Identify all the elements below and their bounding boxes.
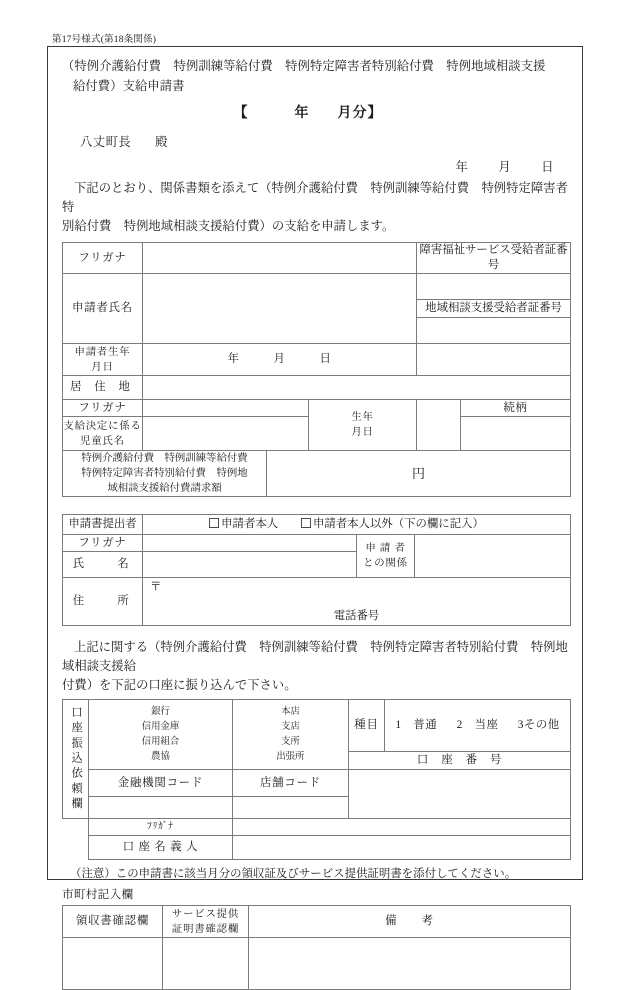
bank-vertical-label-cell	[63, 700, 89, 819]
residence-input[interactable]	[143, 376, 571, 400]
institution-type-2: 信用金庫	[141, 721, 180, 732]
residence-label: 居 住 地	[63, 376, 143, 400]
applicant-birth-input[interactable]	[143, 344, 417, 376]
remarks-input[interactable]	[249, 938, 571, 990]
applicant-birth-label-line-2: 月日	[91, 361, 114, 373]
holder-furigana-label: ﾌﾘｶﾞﾅ	[89, 819, 233, 836]
applicant-birth-day: 日	[319, 353, 332, 365]
branch-type-2: 支店	[281, 721, 300, 732]
municipal-section-label: 市町村記入欄	[62, 888, 134, 901]
submitter-relation-label	[357, 535, 415, 578]
transfer-note-line-2: 付費）を下記の口座に振り込んで下さい。	[62, 678, 297, 692]
service-cert-check-input[interactable]	[163, 938, 249, 990]
applicant-birth-label-line-1: 申請者生年	[74, 346, 131, 358]
child-name-label-line-2: 児童氏名	[80, 435, 125, 447]
submitter-relation-label-line-2: との関係	[363, 558, 408, 569]
holder-name-input[interactable]	[233, 836, 571, 860]
submitter-label: 申請書提出者	[63, 515, 143, 535]
institution-code-label: 金融機関コード	[89, 770, 233, 797]
date-day: 日	[541, 160, 554, 174]
child-name-label	[63, 417, 143, 451]
applicant-birth-month: 月	[273, 353, 286, 365]
submitter-relation-input[interactable]	[415, 535, 571, 578]
checkbox-other-icon[interactable]	[301, 518, 311, 528]
account-kind-option-2[interactable]: 2 当座	[456, 719, 499, 731]
child-name-input[interactable]	[143, 417, 309, 451]
postal-mark-icon: 〒	[150, 581, 162, 593]
submitter-address-input[interactable]	[143, 578, 571, 626]
institution-code-cells[interactable]	[89, 797, 233, 819]
account-kind-label: 種目	[349, 700, 385, 752]
applicant-birth-label	[63, 344, 143, 376]
branch-type-1: 本店	[281, 706, 300, 717]
period-month: 月分	[337, 106, 368, 121]
service-cert-check-label	[163, 906, 249, 938]
submitter-option-self-label: 申請者本人	[221, 518, 279, 530]
institution-type-1: 銀行	[151, 706, 170, 717]
claim-label-line-3: 域相談支援給付費請求額	[107, 483, 222, 494]
branch-type-4: 出張所	[276, 751, 305, 762]
branch-type-3: 支所	[281, 736, 300, 747]
applicant-name-label: 申請者氏名	[63, 274, 143, 344]
form-number: 第17号様式(第18条関係)	[52, 35, 157, 45]
child-birth-label-line-2: 月日	[351, 427, 374, 438]
bank-account-table	[62, 699, 571, 860]
submitter-options[interactable]	[143, 515, 571, 535]
transfer-note	[62, 638, 570, 695]
addressee	[62, 132, 570, 150]
submission-date-line	[62, 157, 570, 175]
municipal-table	[62, 905, 571, 990]
page-frame	[47, 46, 583, 935]
title-line-1: （特例介護給付費 特例訓練等給付費 特例特定障害者特別給付費 特例地域相談支援	[62, 59, 546, 73]
receipt-check-input[interactable]	[63, 938, 163, 990]
submitter-name-label: 氏 名	[63, 552, 143, 578]
child-birth-label-line-1: 生年	[351, 412, 374, 423]
submitter-option-self[interactable]	[209, 518, 278, 530]
submitter-option-other-label: 申請者本人以外	[312, 518, 393, 530]
institution-name-input[interactable]	[89, 700, 233, 770]
submitter-address-label: 住 所	[63, 578, 143, 626]
remarks-label: 備 考	[249, 906, 571, 938]
period-bracket-close: 】	[367, 106, 383, 121]
attention-note: （注意）この申請書に該当月分の領収証及びサービス提供証明書を添付してください。	[70, 868, 517, 880]
institution-type-3: 信用組合	[141, 736, 180, 747]
checkbox-self-icon[interactable]	[209, 518, 219, 528]
claim-amount-input[interactable]	[267, 451, 571, 497]
holder-name-label: 口 座 名 義 人	[89, 836, 233, 860]
regional-cert-label: 地域相談支援受給者証番号	[417, 300, 571, 318]
bank-vertical-label: 口座振込依頼欄	[70, 705, 83, 813]
account-kind-option-1[interactable]: 1 普通	[395, 719, 438, 731]
lead-line-2: 別給付費 特例地域相談支援給付費）の支給を申請します。	[62, 219, 395, 233]
institution-type-4: 農協	[151, 751, 170, 762]
applicant-name-input[interactable]	[143, 274, 417, 344]
applicant-furigana-input[interactable]	[143, 243, 417, 274]
claim-amount-label	[63, 451, 267, 497]
title-line-2: 給付費）支給申請書	[73, 79, 185, 93]
holder-furigana-input[interactable]	[233, 819, 571, 836]
submitter-name-input[interactable]	[143, 552, 357, 578]
applicant-birth-cells[interactable]	[417, 344, 571, 376]
submitter-table	[62, 514, 571, 626]
applicant-birth-year: 年	[227, 353, 240, 365]
branch-code-cells[interactable]	[233, 797, 349, 819]
branch-code-label: 店舗コード	[233, 770, 349, 797]
page-title	[62, 56, 570, 96]
submitter-option-other[interactable]	[301, 518, 484, 530]
submitter-option-other-note: （下の欄に記入）	[392, 518, 484, 530]
child-birth-label	[309, 400, 417, 451]
period-bracket-open: 【	[233, 106, 249, 121]
period-line	[46, 102, 570, 122]
lead-paragraph	[62, 179, 570, 236]
period-year: 年	[294, 106, 310, 121]
lead-line-1: 下記のとおり、関係書類を添えて（特例介護給付費 特例訓練等給付費 特例特定障害者特	[62, 181, 568, 214]
submitter-relation-label-line-1: 申 請 者	[365, 543, 406, 554]
transfer-note-line-1: 上記に関する（特例介護給付費 特例訓練等給付費 特例特定障害者特別給付費 特例地域相談支援給	[62, 640, 568, 673]
claim-label-line-2: 特例特定障害者特別給付費 特例地	[81, 468, 248, 479]
telephone-label: 電話番号	[333, 610, 380, 622]
submitter-furigana-label: フリガナ	[63, 535, 143, 552]
account-number-cells[interactable]	[349, 770, 571, 819]
welfare-cert-label: 障害福祉サービス受給者証番号	[417, 243, 571, 274]
applicant-furigana-label: フリガナ	[63, 243, 143, 274]
claim-label-line-1: 特例介護給付費 特例訓練等給付費	[81, 453, 248, 464]
submitter-furigana-input[interactable]	[143, 535, 357, 552]
applicant-table	[62, 242, 571, 497]
welfare-cert-cells[interactable]	[417, 274, 571, 300]
account-kind-option-3[interactable]: 3その他	[517, 719, 560, 731]
branch-name-input[interactable]	[233, 700, 349, 770]
date-year: 年	[455, 160, 469, 174]
child-furigana-label: フリガナ	[63, 400, 143, 417]
relation-input[interactable]	[461, 417, 571, 451]
date-month: 月	[498, 160, 512, 174]
account-kind-options[interactable]	[385, 700, 571, 752]
addressee-honorific: 殿	[155, 135, 169, 149]
service-cert-label-line-1: サービス提供	[171, 908, 240, 920]
regional-cert-cells[interactable]	[417, 318, 571, 344]
receipt-check-label: 領収書確認欄	[63, 906, 163, 938]
child-furigana-input[interactable]	[143, 400, 309, 417]
relation-label: 続柄	[461, 400, 571, 417]
addressee-name: 八丈町長	[80, 135, 132, 149]
service-cert-label-line-2: 証明書確認欄	[171, 923, 240, 935]
account-number-label: 口 座 番 号	[349, 752, 571, 770]
claim-amount-unit: 円	[412, 466, 426, 481]
child-name-label-line-1: 支給決定に係る	[63, 420, 142, 432]
